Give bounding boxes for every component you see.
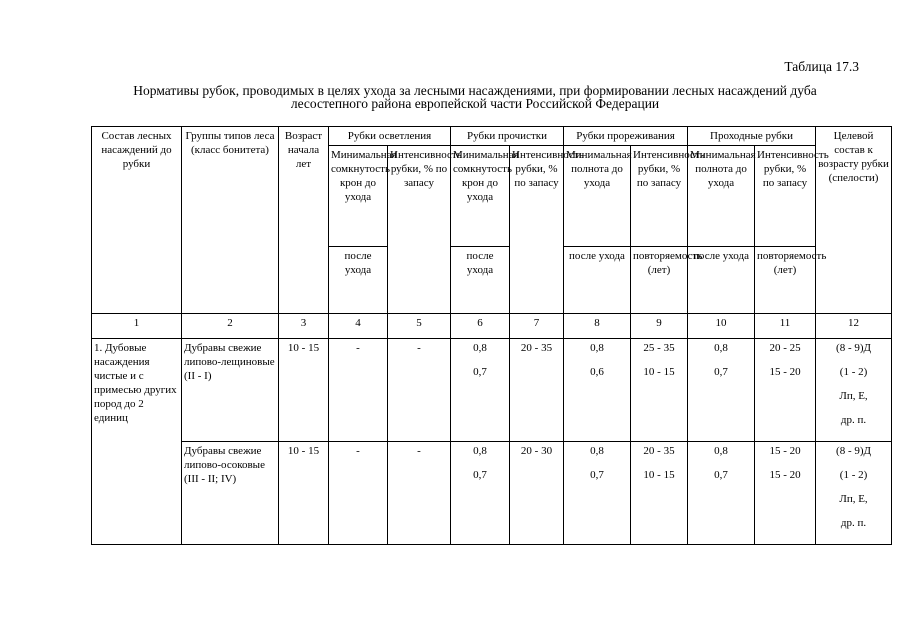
target-composition-cell: [816, 339, 892, 442]
value-cell: 20 - 35: [510, 339, 564, 442]
age-cell: 10 - 15: [279, 339, 329, 442]
value: 0,6: [590, 366, 604, 378]
document-title-line-1: Нормативы рубок, проводимых в целях ухода за лесными насаждениями, при формировании лесных насаждений дуба: [133, 83, 817, 98]
table-row: [92, 339, 892, 442]
header-col-6-after: после ухода: [451, 247, 510, 314]
value: (8 - 9)Д: [836, 342, 872, 354]
value: 0,7: [714, 366, 728, 378]
header-col-10-after: после ухода: [688, 247, 755, 314]
value: (8 - 9)Д: [836, 445, 872, 457]
value-cell: -: [329, 339, 388, 442]
table-number-label: Таблица 17.3: [784, 59, 859, 74]
header-col-6: Минимальная сомкнутость крон до ухода: [451, 146, 510, 247]
target-composition-cell: [816, 442, 892, 545]
header-group-osvetlenie: Рубки осветления: [329, 127, 451, 146]
age-cell: 10 - 15: [279, 442, 329, 545]
norms-table: [91, 126, 892, 545]
value-cell: [564, 442, 631, 545]
value: Лп, Е,: [839, 390, 868, 402]
value: 0,8: [473, 342, 487, 354]
value: др. п.: [840, 414, 867, 426]
column-number: 12: [816, 314, 892, 339]
value: 15 - 20: [769, 366, 801, 378]
value: 25 - 35: [643, 342, 675, 354]
header-col-8: Минимальная полнота до ухода: [564, 146, 631, 247]
header-col-4-after: после ухода: [329, 247, 388, 314]
value-cell: 20 - 30: [510, 442, 564, 545]
value-cell: -: [388, 442, 451, 545]
value: 0,8: [714, 445, 728, 457]
table-row: [92, 442, 892, 545]
header-col-9-repeat: повторяемость (лет): [631, 247, 688, 314]
header-col-11-repeat: повторяемость (лет): [755, 247, 816, 314]
value: др. п.: [840, 517, 867, 529]
value: 0,8: [590, 342, 604, 354]
header-row-groups: [92, 127, 892, 146]
value-cell: [688, 442, 755, 545]
value: 0,7: [590, 469, 604, 481]
column-number: 9: [631, 314, 688, 339]
header-col-10: Минимальная полнота до ухода: [688, 146, 755, 247]
value: 15 - 20: [769, 445, 801, 457]
header-group-prochistka: Рубки прочистки: [451, 127, 564, 146]
value: 0,7: [473, 469, 487, 481]
header-group-prorezhivanie: Рубки прореживания: [564, 127, 688, 146]
column-number: 1: [92, 314, 182, 339]
value: 0,7: [473, 366, 487, 378]
header-col-7: Интенсивность рубки, % по запасу: [510, 146, 564, 314]
column-number-row: [92, 314, 892, 339]
value: 20 - 25: [769, 342, 801, 354]
forest-type-cell: Дубравы свежие липово-лещиновые (II - I): [182, 339, 279, 442]
header-target-composition: Целевой состав к возрасту рубки (спелости): [816, 127, 892, 314]
value: 0,7: [714, 469, 728, 481]
value: (1 - 2): [839, 469, 868, 481]
value-cell: -: [388, 339, 451, 442]
value: 10 - 15: [643, 366, 675, 378]
column-number: 3: [279, 314, 329, 339]
header-col-5: Интенсивность рубки, % по запасу: [388, 146, 451, 314]
value-cell: [631, 339, 688, 442]
value-cell: [631, 442, 688, 545]
document-title-line-2: лесостепного района европейской части Российской Федерации: [290, 96, 660, 111]
value-cell: [755, 442, 816, 545]
header-col-4: Минимальная сомкнутость крон до ухода: [329, 146, 388, 247]
column-number: 5: [388, 314, 451, 339]
value: 15 - 20: [769, 469, 801, 481]
value: 0,8: [473, 445, 487, 457]
value-cell: [451, 442, 510, 545]
value-cell: [451, 339, 510, 442]
value: 0,8: [590, 445, 604, 457]
header-start-age: Возраст начала лет: [279, 127, 329, 314]
document-title: [90, 84, 860, 110]
composition-cell: 1. Дубовые насаждения чистые и с примесью других пород до 2 единиц: [92, 339, 182, 545]
header-col-11: Интенсивность рубки, % по запасу: [755, 146, 816, 247]
forest-type-cell: Дубравы свежие липово-осоковые (III - II; IV): [182, 442, 279, 545]
header-composition: Состав лесных насаждений до рубки: [92, 127, 182, 314]
header-group-prohodnye: Проходные рубки: [688, 127, 816, 146]
column-number: 11: [755, 314, 816, 339]
value: Лп, Е,: [839, 493, 868, 505]
value-cell: [755, 339, 816, 442]
value: 0,8: [714, 342, 728, 354]
column-number: 7: [510, 314, 564, 339]
header-col-9: Интенсивность рубки, % по запасу: [631, 146, 688, 247]
value-cell: [564, 339, 631, 442]
value: 20 - 35: [643, 445, 675, 457]
value-cell: -: [329, 442, 388, 545]
column-number: 2: [182, 314, 279, 339]
header-forest-type: Группы типов леса (класс бонитета): [182, 127, 279, 314]
column-number: 6: [451, 314, 510, 339]
value: (1 - 2): [839, 366, 868, 378]
header-col-8-after: после ухода: [564, 247, 631, 314]
column-number: 10: [688, 314, 755, 339]
value-cell: [688, 339, 755, 442]
value: 10 - 15: [643, 469, 675, 481]
column-number: 4: [329, 314, 388, 339]
column-number: 8: [564, 314, 631, 339]
